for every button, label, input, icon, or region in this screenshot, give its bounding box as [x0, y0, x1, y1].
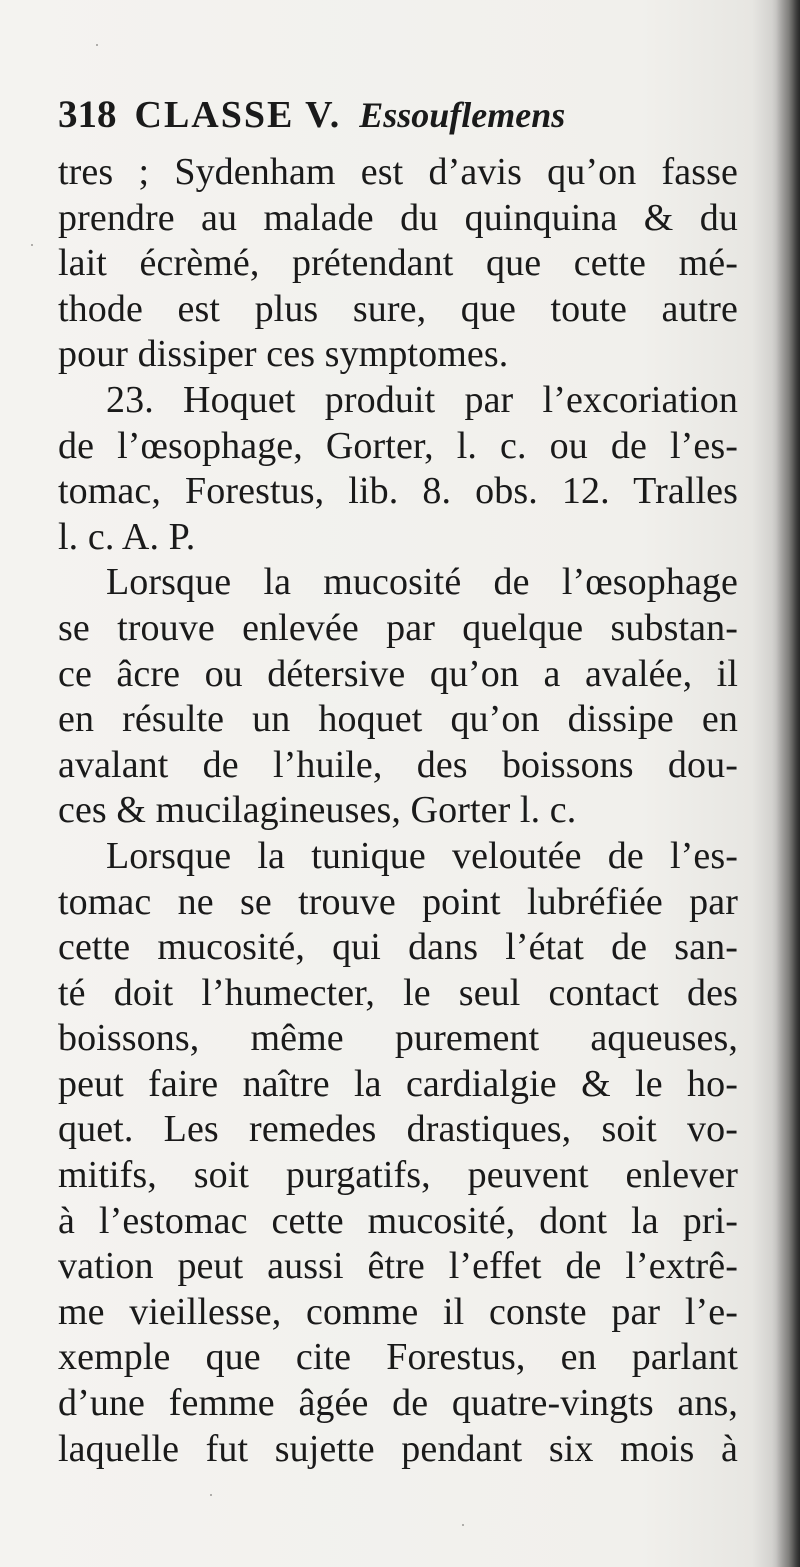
- text-line: lait écrèmé, prétendant que cette mé-: [58, 242, 738, 285]
- text-line: tomac, Forestus, lib. 8. obs. 12. Tralles: [58, 470, 738, 513]
- text-line: prendre au malade du quinquina & du: [58, 196, 738, 239]
- text-line: me vieillesse, comme il conste par l’e-: [58, 1290, 738, 1333]
- text-line: vation peut aussi être l’effet de l’extrê-: [58, 1245, 738, 1288]
- text-line: xemple que cite Forestus, en parlant: [58, 1336, 738, 1379]
- text-line: pour dissiper ces symptomes.: [58, 333, 509, 376]
- text-line: ce âcre ou détersive qu’on a avalée, il: [58, 652, 738, 695]
- text-line: mitifs, soit purgatifs, peuvent enlever: [58, 1154, 738, 1197]
- text-line: tomac ne se trouve point lubréfiée par: [58, 880, 738, 923]
- text-line: cette mucosité, qui dans l’état de san-: [58, 926, 738, 969]
- text-line: thode est plus sure, que toute autre: [58, 287, 738, 330]
- text-line: en résulte un hoquet qu’on dissipe en: [58, 698, 738, 741]
- text-line: d’une femme âgée de quatre-vingts ans,: [58, 1382, 738, 1425]
- text-line: tres ; Sydenham est d’avis qu’on fasse: [58, 151, 738, 193]
- text-line: de l’œsophage, Gorter, l. c. ou de l’es-: [58, 424, 738, 467]
- chapter-label: CLASSE V.: [134, 94, 342, 136]
- binding-shadow: [772, 0, 800, 1567]
- text-line: à l’estomac cette mucosité, dont la pri-: [58, 1199, 738, 1242]
- page-header: [58, 92, 748, 144]
- paper-speck: [31, 244, 33, 246]
- text-line: boissons, même purement aqueuses,: [58, 1017, 738, 1060]
- text-line: laquelle fut sujette pendant six mois à: [58, 1427, 738, 1470]
- text-line: quet. Les remedes drastiques, soit vo-: [58, 1108, 738, 1151]
- text-line: peut faire naître la cardialgie & le ho-: [58, 1062, 738, 1105]
- page-number: 318: [58, 93, 117, 136]
- body-text: [58, 150, 738, 1472]
- text-line: avalant de l’huile, des boissons dou-: [58, 743, 738, 786]
- text-line: ces & mucilagineuses, Gorter l. c.: [58, 789, 577, 832]
- paper-speck: [210, 1494, 212, 1496]
- paragraph-start: Lorsque la mucosité de l’œsophage: [106, 561, 738, 604]
- text-line: se trouve enlevée par quelque substan-: [58, 606, 738, 649]
- paragraph-start: Lorsque la tunique veloutée de l’es-: [106, 834, 738, 877]
- text-line: l. c. A. P.: [58, 515, 196, 558]
- paper-speck: [462, 1524, 464, 1526]
- paper-speck: [96, 44, 98, 46]
- text-line: té doit l’humecter, le seul contact des: [58, 971, 738, 1014]
- running-title: Essouflemens: [359, 95, 566, 135]
- numbered-entry-title: 23. Hoquet produit par l’excoriation: [106, 378, 738, 421]
